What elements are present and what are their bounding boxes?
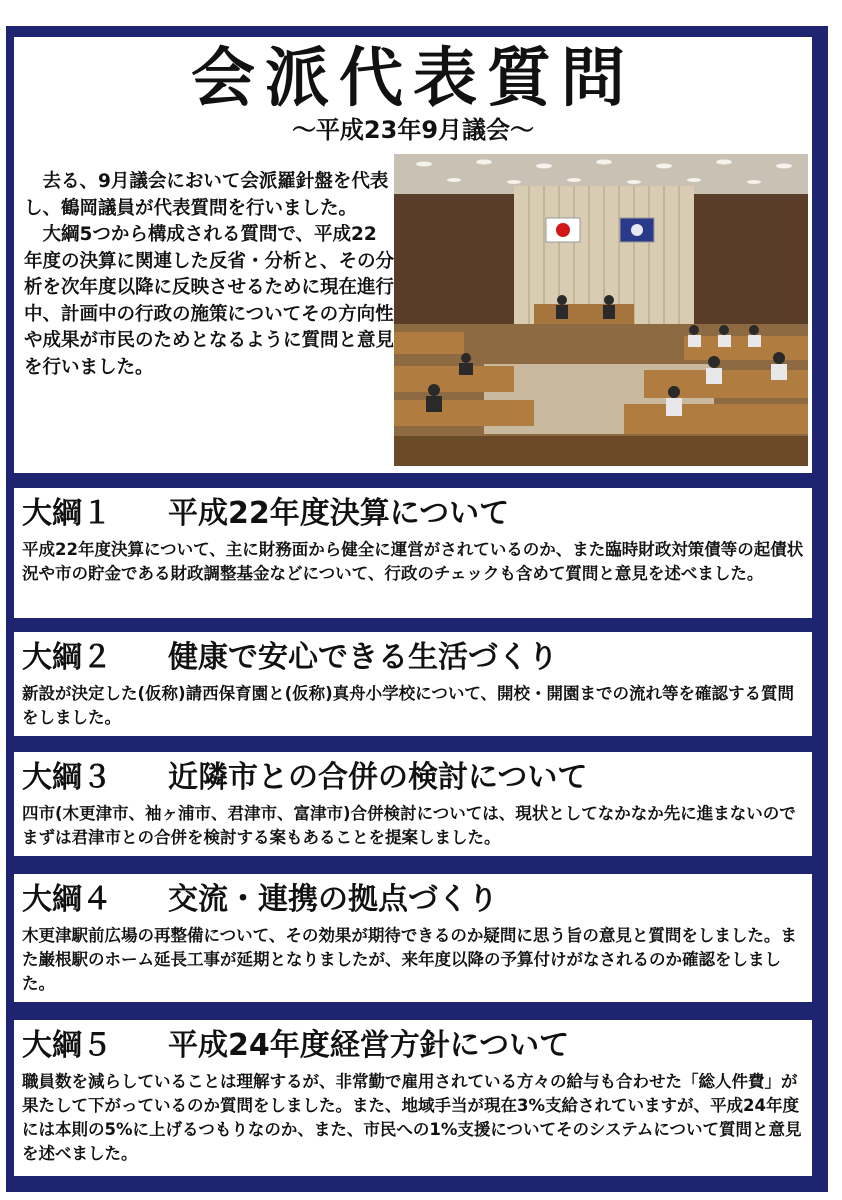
header-panel [14,37,812,473]
page-subtitle: 〜平成23年9月議会〜 [291,116,535,144]
section-body: 四市(木更津市、袖ヶ浦市、君津市、富津市)合併検討については、現状としてなかなか先に進まないのでまずは君津市との合併を検討する案もあることを提案しました。 [22,804,796,847]
section-title: 平成22年度決算について [168,496,510,531]
section-heading [22,496,509,532]
assembly-hall-photo [394,154,808,466]
section-4 [14,874,812,1002]
section-heading [22,640,558,676]
section-number: 大綱３ [22,760,112,795]
section-3 [14,752,812,856]
section-1 [14,488,812,618]
section-5 [14,1020,812,1176]
section-heading [22,1028,569,1064]
section-body: 平成22年度決算について、主に財務面から健全に運営がされているのか、また臨時財政対策債等の起債状況や市の貯金である財政調整基金などについて、行政のチェックも含めて質問と意見を述べました。 [22,540,804,583]
intro-text [24,169,394,381]
section-number: 大綱４ [22,882,112,917]
section-title: 健康で安心できる生活づくり [168,640,558,675]
section-body: 木更津駅前広場の再整備について、その効果が期待できるのか疑問に思う旨の意見と質問をしました。また巌根駅のホーム延長工事が延期となりましたが、来年度以降の予算付けがなされるのか確認をしました。 [22,926,797,993]
section-2 [14,632,812,736]
section-number: 大綱１ [22,496,112,531]
section-number: 大綱５ [22,1028,112,1063]
section-heading [22,882,498,918]
section-number: 大綱２ [22,640,112,675]
intro-paragraph: 大綱5つから構成される質問で、平成22年度の決算に関連した反省・分析と、その分析を次年度以降に反映させるために現在進行中、計画中の行政の施策についてその方向性や成果が市民のためとなるように質問と意見を行いました。 [24,224,395,378]
section-heading [22,760,587,796]
page-title: 会派代表質問 [191,41,635,116]
section-title: 近隣市との合併の検討について [168,760,588,795]
section-body: 職員数を減らしていることは理解するが、非常勤で雇用されている方々の給与も合わせた「総人件費」が果たして下がっているのか質問をしました。また、地域手当が現在3%支給されていますが、平成24年度には本則の5%に上げるつもりなのか、また、市民への1%支援についてそのシステムについて質問と意見を述べました。 [22,1072,802,1163]
section-body: 新設が決定した(仮称)請西保育園と(仮称)真舟小学校について、開校・開園までの流れ等を確認する質問をしました。 [22,684,795,727]
section-title: 交流・連携の拠点づくり [168,882,498,917]
intro-paragraph: 去る、9月議会において会派羅針盤を代表し、鶴岡議員が代表質問を行いました。 [24,171,389,219]
assembly-hall-illustration [394,154,808,466]
section-title: 平成24年度経営方針について [168,1028,570,1063]
